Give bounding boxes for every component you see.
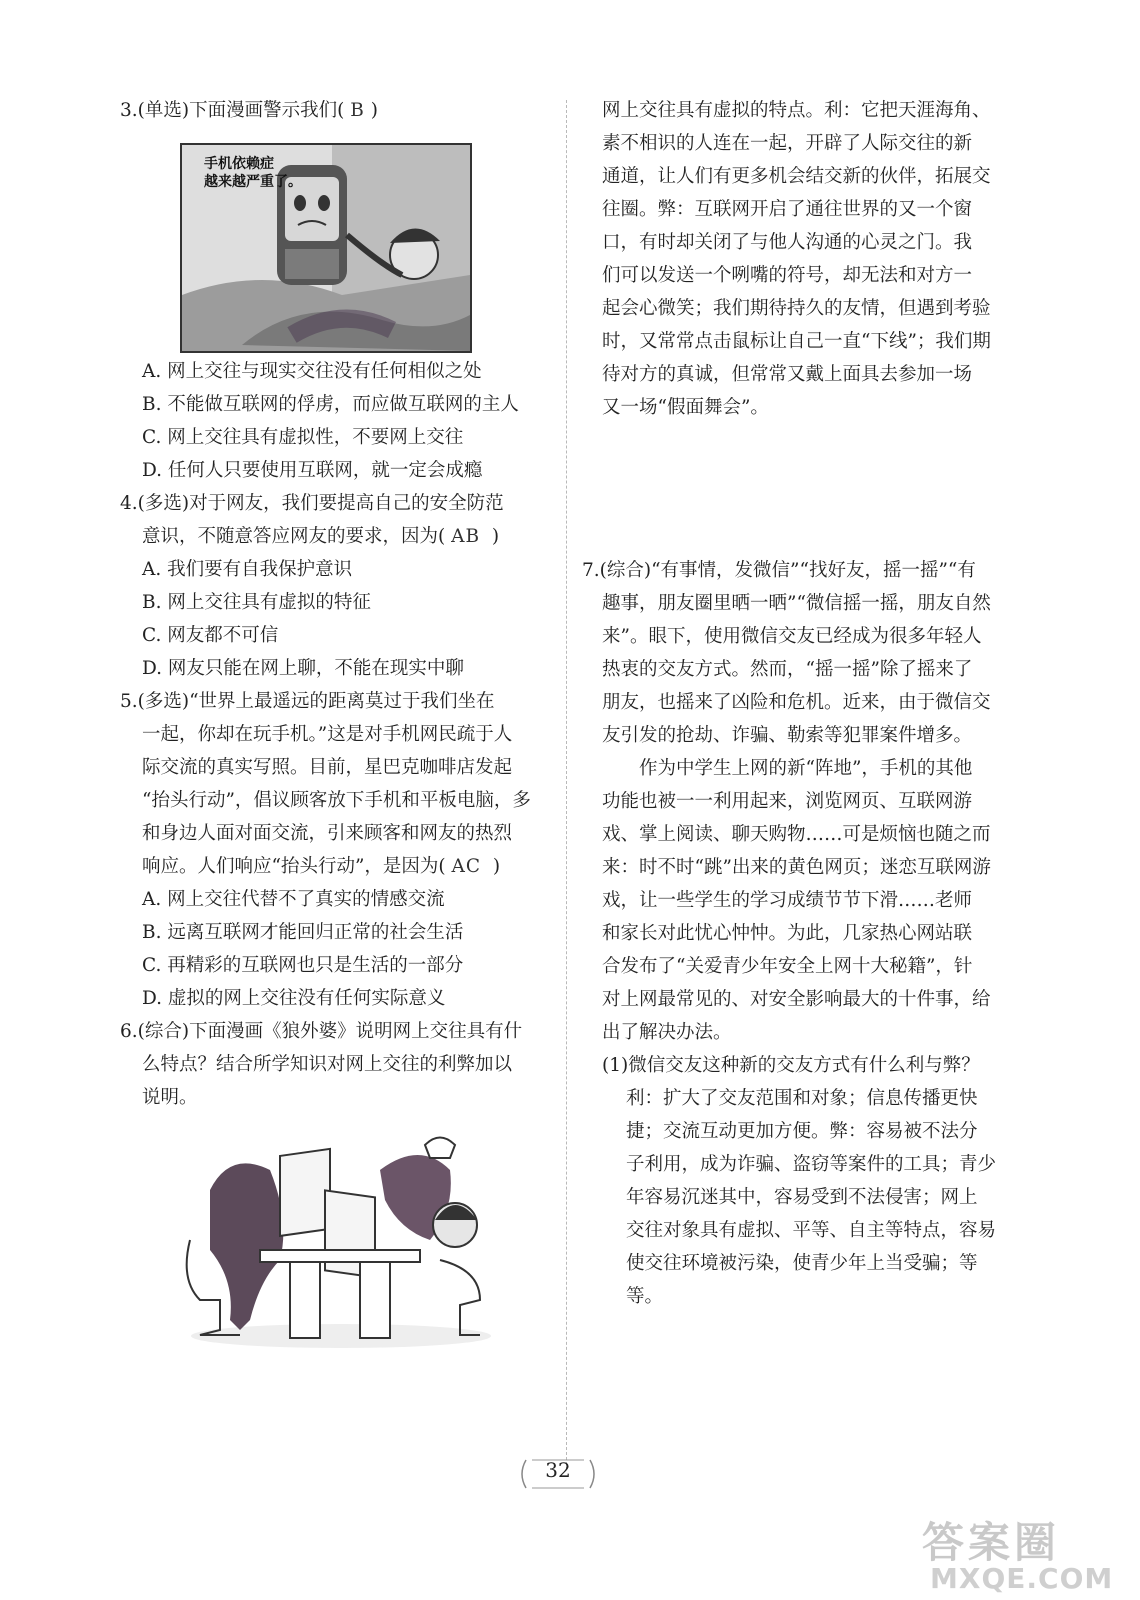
question-6-answer-line: 时，又常常点击鼠标让自己一直“下线”；我们期 xyxy=(602,331,991,352)
question-4-stem-line2: 意识，不随意答应网友的要求，因为( AB ) xyxy=(142,526,500,547)
question-6-answer-line: 又一场“假面舞会”。 xyxy=(602,397,769,418)
page-number: 32 xyxy=(545,1458,571,1482)
phone-addiction-cartoon xyxy=(180,143,472,353)
question-3-stem: 3.(单选)下面漫画警示我们( B ) xyxy=(120,100,378,121)
cartoon-caption: 手机依赖症 越来越严重了。 xyxy=(204,156,302,190)
question-4-stem-line1: 4.(多选)对于网友，我们要提高自己的安全防范 xyxy=(120,493,504,514)
question-3-option-c: C. 网上交往具有虚拟性，不要网上交往 xyxy=(142,427,464,448)
question-5-line: 和身边人面对面交流，引来顾客和网友的热烈 xyxy=(142,823,513,844)
question-7-sub1-answer-line: 交往对象具有虚拟、平等、自主等特点，容易 xyxy=(626,1220,997,1241)
question-7-para-line: 和家长对此忧心忡忡。为此，几家热心网站联 xyxy=(602,923,973,944)
question-7-para-line: 对上网最常见的、对安全影响最大的十件事，给 xyxy=(602,989,991,1010)
page-number-ornament xyxy=(516,1452,600,1496)
wolf-grandma-cartoon xyxy=(180,1130,502,1352)
question-5-line: 5.(多选)“世界上最遥远的距离莫过于我们坐在 xyxy=(120,691,495,712)
question-4-option-a: A. 我们要有自我保护意识 xyxy=(142,559,353,580)
question-6-answer-line: 起会心微笑；我们期待持久的友情，但遇到考验 xyxy=(602,298,991,319)
question-7-sub1-answer-line: 捷；交流互动更加方便。弊：容易被不法分 xyxy=(626,1121,978,1142)
question-3-answer: B xyxy=(350,100,365,121)
answer-spacer xyxy=(602,424,1022,554)
question-4-option-b: B. 网上交往具有虚拟的特征 xyxy=(142,592,371,613)
question-7-sub1-answer-line: 利：扩大了交友范围和对象；信息传播更快 xyxy=(626,1088,978,1109)
question-6-answer-line: 口，有时却关闭了与他人沟通的心灵之门。我 xyxy=(602,232,973,253)
question-6-answer-line: 网上交往具有虚拟的特点。利：它把天涯海角、 xyxy=(602,100,991,121)
right-column xyxy=(582,94,1022,1313)
question-7-para-line: 出了解决办法。 xyxy=(602,1022,732,1043)
question-4-answer: AB xyxy=(451,526,481,547)
question-7-line: 7.(综合)“有事情，发微信”“找好友，摇一摇”“有 xyxy=(582,560,976,581)
question-3-option-a: A. 网上交往与现实交往没有任何相似之处 xyxy=(142,361,482,382)
question-5-line: “抬头行动”，倡议顾客放下手机和平板电脑，多 xyxy=(142,790,531,811)
question-7-line: 热衷的交友方式。然而，“摇一摇”除了摇来了 xyxy=(602,659,973,680)
question-7-para-line: 作为中学生上网的新“阵地”，手机的其他 xyxy=(639,758,973,779)
question-6-answer-line: 往圈。弊：互联网开启了通往世界的又一个窗 xyxy=(602,199,973,220)
question-5-option-b: B. 远离互联网才能回归正常的社会生活 xyxy=(142,922,464,943)
question-5-last-line: 响应。人们响应“抬头行动”，是因为( AC ) xyxy=(142,856,501,877)
question-5-option-a: A. 网上交往代替不了真实的情感交流 xyxy=(142,889,445,910)
question-7-sub1-answer-line: 子利用，成为诈骗、盗窃等案件的工具；青少 xyxy=(626,1154,997,1175)
question-7-line: 朋友，也摇来了凶险和危机。近来，由于微信交 xyxy=(602,692,991,713)
question-7-para-line: 戏、掌上阅读、聊天购物……可是烦恼也随之而 xyxy=(602,824,991,845)
question-7-sub1-answer-line: 等。 xyxy=(626,1286,664,1307)
question-3-option-b: B. 不能做互联网的俘虏，而应做互联网的主人 xyxy=(142,394,519,415)
question-5-line: 际交流的真实写照。目前，星巴克咖啡店发起 xyxy=(142,757,513,778)
question-4-option-d: D. 网友只能在网上聊，不能在现实中聊 xyxy=(142,658,464,679)
question-7-line: 友引发的抢劫、诈骗、勒索等犯罪案件增多。 xyxy=(602,725,973,746)
question-7-para-line: 戏，让一些学生的学习成绩节节下滑……老师 xyxy=(602,890,973,911)
question-5-option-d: D. 虚拟的网上交往没有任何实际意义 xyxy=(142,988,446,1009)
question-7-line: 来”。眼下，使用微信交友已经成为很多年轻人 xyxy=(602,626,982,647)
question-5-line: 一起，你却在玩手机。”这是对手机网民疏于人 xyxy=(142,724,513,745)
question-4-option-c: C. 网友都不可信 xyxy=(142,625,279,646)
question-7-sub1-answer-line: 使交往环境被污染，使青少年上当受骗；等 xyxy=(626,1253,978,1274)
question-3-option-d: D. 任何人只要使用互联网，就一定会成瘾 xyxy=(142,460,483,481)
question-7-line: 趣事，朋友圈里晒一晒”“微信摇一摇，朋友自然 xyxy=(602,593,991,614)
question-6-line: 么特点？结合所学知识对网上交往的利弊加以 xyxy=(142,1054,513,1075)
question-7-para-line: 功能也被一一利用起来，浏览网页、互联网游 xyxy=(602,791,973,812)
question-6-line: 说明。 xyxy=(142,1087,198,1108)
watermark-logo: 答案圈 xyxy=(922,1518,1061,1567)
question-7-sub1: (1)微信交友这种新的交友方式有什么利与弊？ xyxy=(602,1055,980,1076)
question-7-para-line: 合发布了“关爱青少年安全上网十大秘籍”，针 xyxy=(602,956,973,977)
watermark-url: MXQE.COM xyxy=(930,1562,1114,1595)
question-6-answer-line: 待对方的真诚，但常常又戴上面具去参加一场 xyxy=(602,364,973,385)
question-7-para-line: 来：时不时“跳”出来的黄色网页；迷恋互联网游 xyxy=(602,857,991,878)
question-6-answer-line: 素不相识的人连在一起，开辟了人际交往的新 xyxy=(602,133,973,154)
question-6-answer-line: 通道，让人们有更多机会结交新的伙伴，拓展交 xyxy=(602,166,991,187)
column-divider xyxy=(566,100,567,1470)
question-7-sub1-answer-line: 年容易沉迷其中，容易受到不法侵害；网上 xyxy=(626,1187,978,1208)
wolf-grandma-illustration xyxy=(180,1130,502,1352)
question-6-answer-line: 们可以发送一个咧嘴的符号，却无法和对方一 xyxy=(602,265,973,286)
question-5-answer: AC xyxy=(451,856,482,877)
question-6-line: 6.(综合)下面漫画《狼外婆》说明网上交往具有什 xyxy=(120,1021,523,1042)
question-5-option-c: C. 再精彩的互联网也只是生活的一部分 xyxy=(142,955,464,976)
